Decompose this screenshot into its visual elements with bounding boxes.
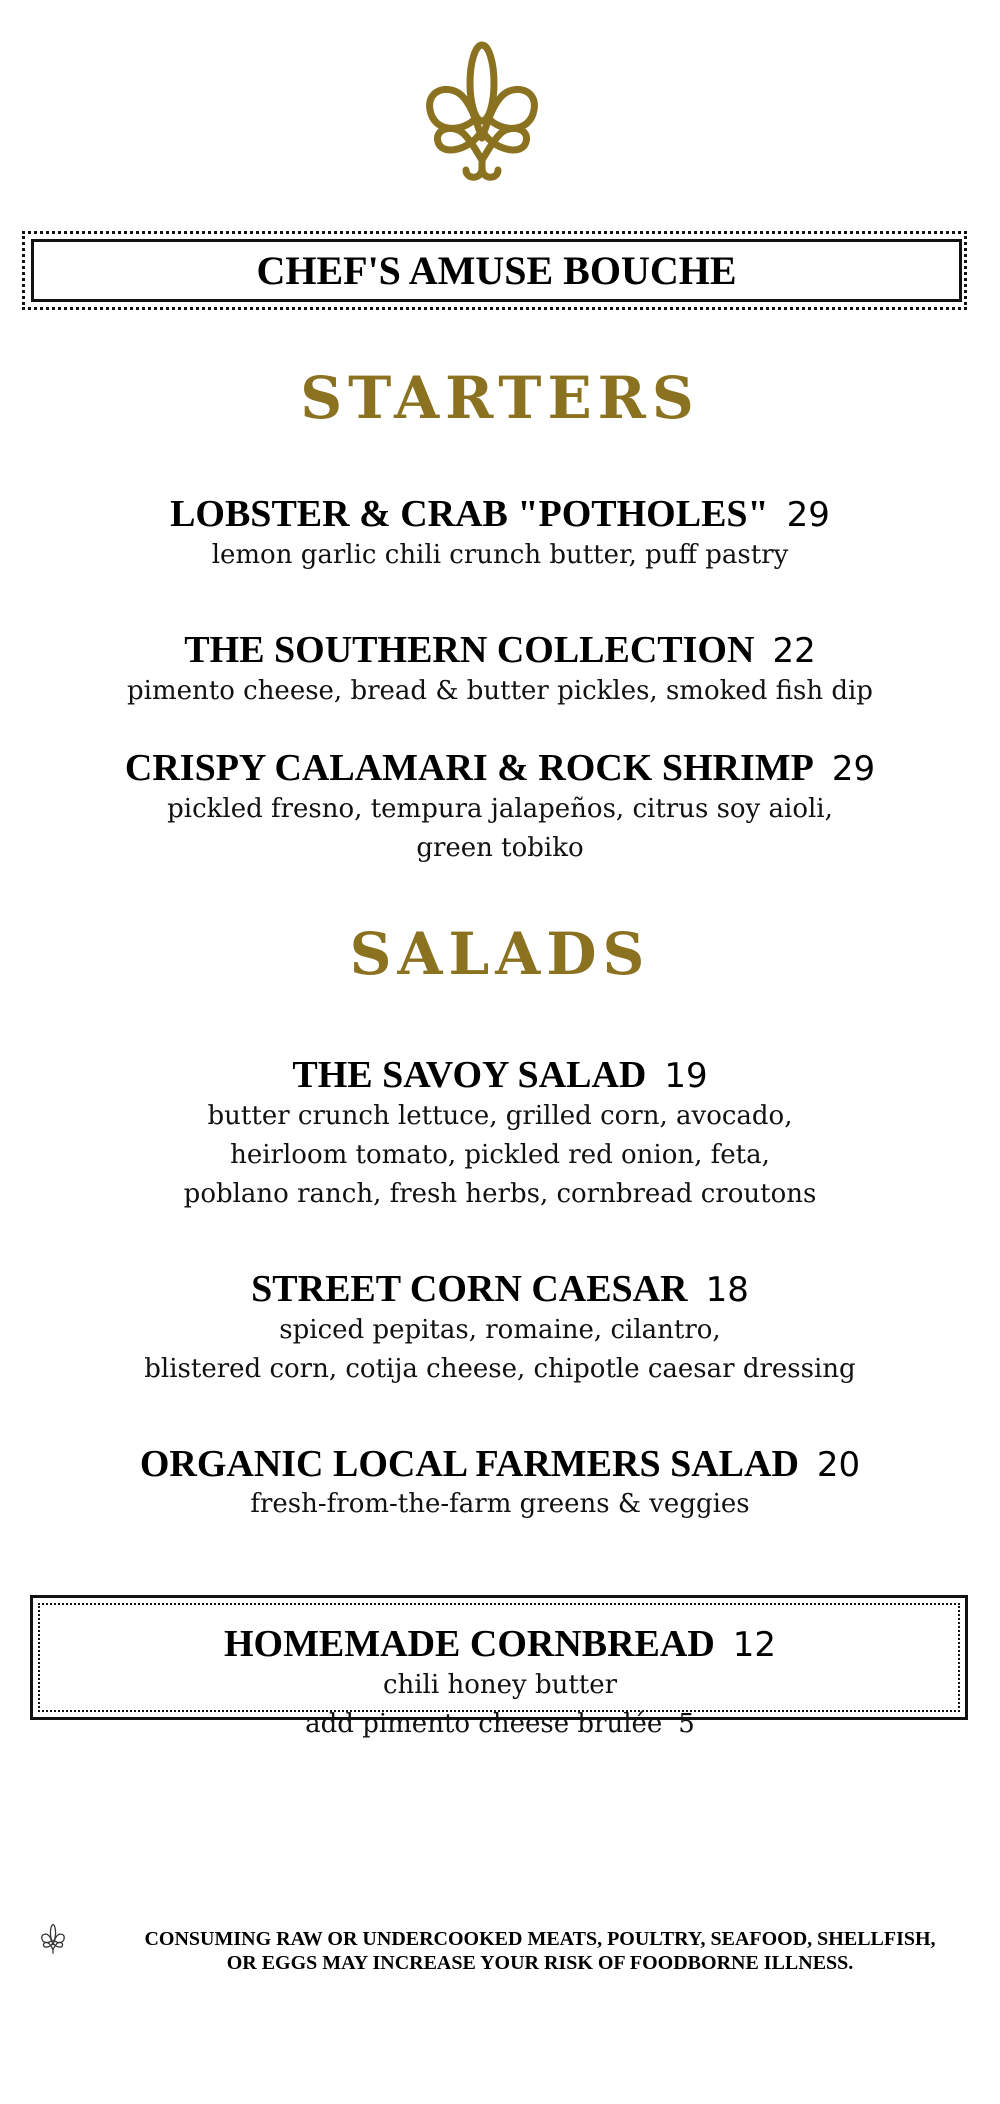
item-description: heirloom tomato, pickled red onion, feta, xyxy=(230,1140,770,1170)
item-price: 29 xyxy=(786,495,830,535)
item-name: ORGANIC LOCAL FARMERS SALAD xyxy=(139,1443,799,1485)
amuse-bouche-label: CHEF'S AMUSE BOUCHE xyxy=(256,248,737,293)
menu-item-title xyxy=(0,1442,1000,1487)
addon-price: 5 xyxy=(678,1709,695,1739)
section-title-salads: SALADS xyxy=(349,920,651,988)
item-name: THE SOUTHERN COLLECTION xyxy=(184,629,755,671)
item-price: 20 xyxy=(816,1445,861,1485)
item-name: LOBSTER & CRAB "POTHOLES" xyxy=(170,493,769,535)
item-price: 19 xyxy=(664,1056,708,1096)
menu-item-title xyxy=(0,1267,1000,1312)
featured-addon xyxy=(0,1705,1000,1744)
item-name: CRISPY CALAMARI & ROCK SHRIMP xyxy=(124,747,814,789)
fleur-de-lis-icon xyxy=(412,38,552,186)
item-price: 12 xyxy=(732,1625,777,1665)
item-price: 18 xyxy=(705,1270,749,1310)
amuse-bouche-box xyxy=(31,239,962,302)
item-description: lemon garlic chili crunch butter, puff pastry xyxy=(211,540,789,570)
item-price: 29 xyxy=(831,749,876,789)
disclaimer-line: OR EGGS MAY INCREASE YOUR RISK OF FOODBORNE ILLNESS. xyxy=(226,1952,854,1974)
item-name: THE SAVOY SALAD xyxy=(292,1054,647,1096)
item-description: poblano ranch, fresh herbs, cornbread croutons xyxy=(183,1179,817,1209)
featured-item-title xyxy=(0,1622,1000,1667)
menu-item-title xyxy=(0,492,1000,537)
disclaimer-line: CONSUMING RAW OR UNDERCOOKED MEATS, POULTRY, SEAFOOD, SHELLFISH, xyxy=(144,1928,936,1950)
item-description: blistered corn, cotija cheese, chipotle caesar dressing xyxy=(144,1354,856,1384)
item-name: HOMEMADE CORNBREAD xyxy=(223,1623,715,1665)
menu-item-title xyxy=(0,628,1000,673)
addon-label: add pimento cheese brulée xyxy=(305,1709,663,1739)
item-description: green tobiko xyxy=(416,833,584,863)
item-name: STREET CORN CAESAR xyxy=(251,1268,688,1310)
menu-item-title xyxy=(0,746,1000,791)
item-description: fresh-from-the-farm greens & veggies xyxy=(250,1489,750,1519)
item-description: pimento cheese, bread & butter pickles, smoked fish dip xyxy=(127,676,873,706)
item-description: spiced pepitas, romaine, cilantro, xyxy=(279,1315,721,1345)
item-price: 22 xyxy=(772,631,816,671)
fleur-de-lis-icon xyxy=(38,1922,68,1956)
item-description: butter crunch lettuce, grilled corn, avocado, xyxy=(207,1101,793,1131)
section-title-starters: STARTERS xyxy=(300,364,700,432)
featured-item-description: chili honey butter xyxy=(382,1670,618,1700)
item-description: pickled fresno, tempura jalapeños, citrus soy aioli, xyxy=(167,794,833,824)
menu-item-title xyxy=(0,1053,1000,1098)
